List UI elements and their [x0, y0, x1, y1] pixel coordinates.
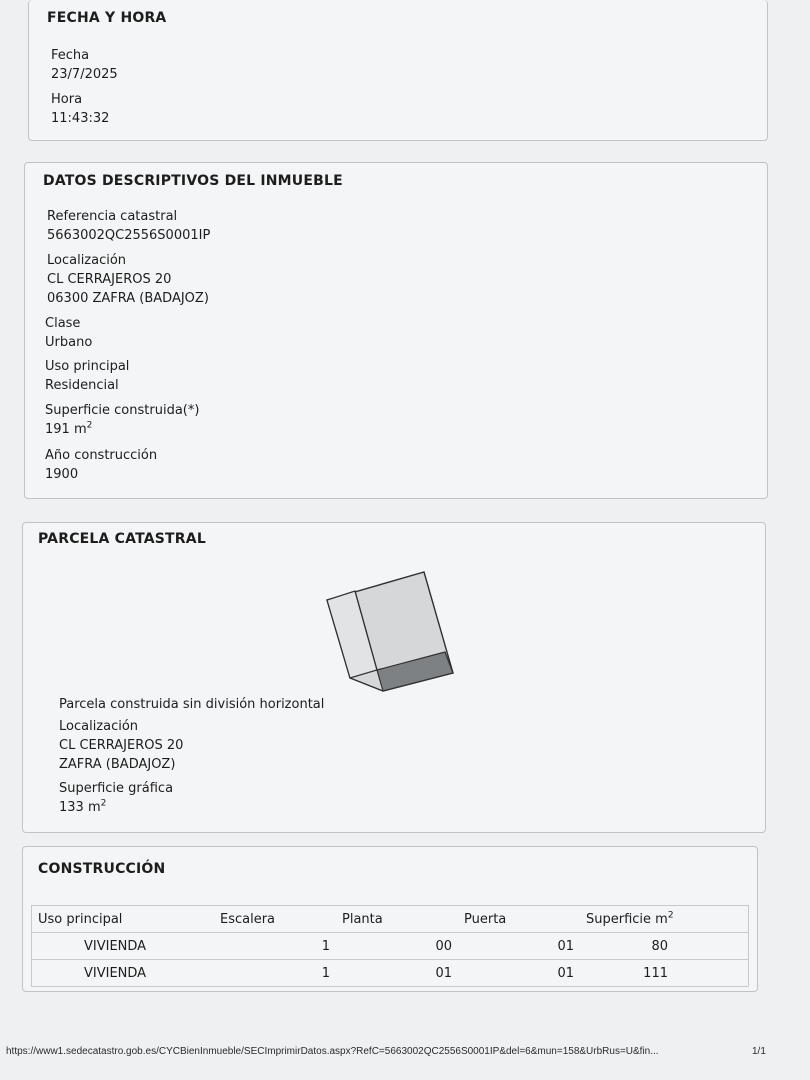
parcela-localizacion-line1: CL CERRAJEROS 20 [59, 738, 184, 753]
anio-label: Año construcción [45, 448, 158, 463]
cell-puerta: 01 [458, 960, 580, 987]
uso-value: Residencial [45, 378, 119, 393]
referencia-field [47, 207, 210, 245]
parcel-plan-drawing [323, 567, 463, 697]
construccion-table [31, 905, 749, 987]
uso-label: Uso principal [45, 359, 130, 374]
anio-value: 1900 [45, 467, 79, 482]
cell-superficie: 111 [580, 960, 749, 987]
localizacion-line1: CL CERRAJEROS 20 [47, 272, 172, 287]
fecha-value: 23/7/2025 [51, 67, 118, 82]
header-uso: Uso principal [32, 906, 215, 933]
datos-descriptivos-section [24, 162, 768, 499]
datos-title: DATOS DESCRIPTIVOS DEL INMUEBLE [43, 173, 343, 189]
superficie-grafica-label: Superficie gráfica [59, 781, 174, 796]
parcela-tipo: Parcela construida sin división horizontal [59, 697, 325, 712]
fecha-hora-section [28, 0, 768, 141]
footer-url: https://www1.sedecatastro.gob.es/CYCBienInmueble/SECImprimirDatos.aspx?RefC=5663002QC2556S0001IP&del=6&mun=158&UrbRus=U&fin... [6, 1046, 659, 1057]
superficie-construida-value: 191 $m^2$ [45, 420, 93, 437]
cell-escalera: 1 [214, 960, 336, 987]
anio-field [45, 446, 157, 484]
fecha-field [51, 46, 118, 84]
header-superficie: Superficie $m^2$ [580, 906, 749, 933]
hora-value: 11:43:32 [51, 111, 110, 126]
cell-escalera: 1 [214, 933, 336, 960]
localizacion-line2: 06300 ZAFRA (BADAJOZ) [47, 291, 209, 306]
clase-label: Clase [45, 316, 81, 331]
hora-field [51, 90, 109, 128]
referencia-value: 5663002QC2556S0001IP [47, 228, 211, 243]
footer-page-number: 1/1 [752, 1046, 766, 1057]
uso-field [45, 357, 129, 395]
construccion-section [22, 846, 758, 992]
parcela-catastral-section [22, 522, 766, 833]
parcela-localizacion-field [59, 717, 183, 774]
table-header-row [32, 906, 749, 933]
referencia-label: Referencia catastral [47, 209, 178, 224]
table-row [32, 960, 749, 987]
cell-superficie: 80 [580, 933, 749, 960]
parcela-localizacion-label: Localización [59, 719, 139, 734]
parcela-title: PARCELA CATASTRAL [38, 531, 206, 547]
hora-label: Hora [51, 92, 83, 107]
header-escalera: Escalera [214, 906, 336, 933]
superficie-grafica-field [59, 779, 173, 817]
construccion-title: CONSTRUCCIÓN [38, 861, 166, 877]
cell-uso: VIVIENDA [32, 933, 215, 960]
fecha-label: Fecha [51, 48, 90, 63]
header-planta: Planta [336, 906, 458, 933]
clase-value: Urbano [45, 335, 93, 350]
superficie-grafica-value: 133 $m^2$ [59, 798, 107, 815]
clase-field [45, 314, 92, 352]
localizacion-label: Localización [47, 253, 127, 268]
cell-planta: 01 [336, 960, 458, 987]
fecha-hora-title: FECHA Y HORA [47, 10, 167, 26]
parcela-localizacion-line2: ZAFRA (BADAJOZ) [59, 757, 176, 772]
cell-uso: VIVIENDA [32, 960, 215, 987]
cell-puerta: 01 [458, 933, 580, 960]
cell-planta: 00 [336, 933, 458, 960]
superficie-construida-field [45, 401, 199, 439]
table-row [32, 933, 749, 960]
header-puerta: Puerta [458, 906, 580, 933]
superficie-construida-label: Superficie construida(*) [45, 403, 200, 418]
localizacion-field [47, 251, 209, 308]
